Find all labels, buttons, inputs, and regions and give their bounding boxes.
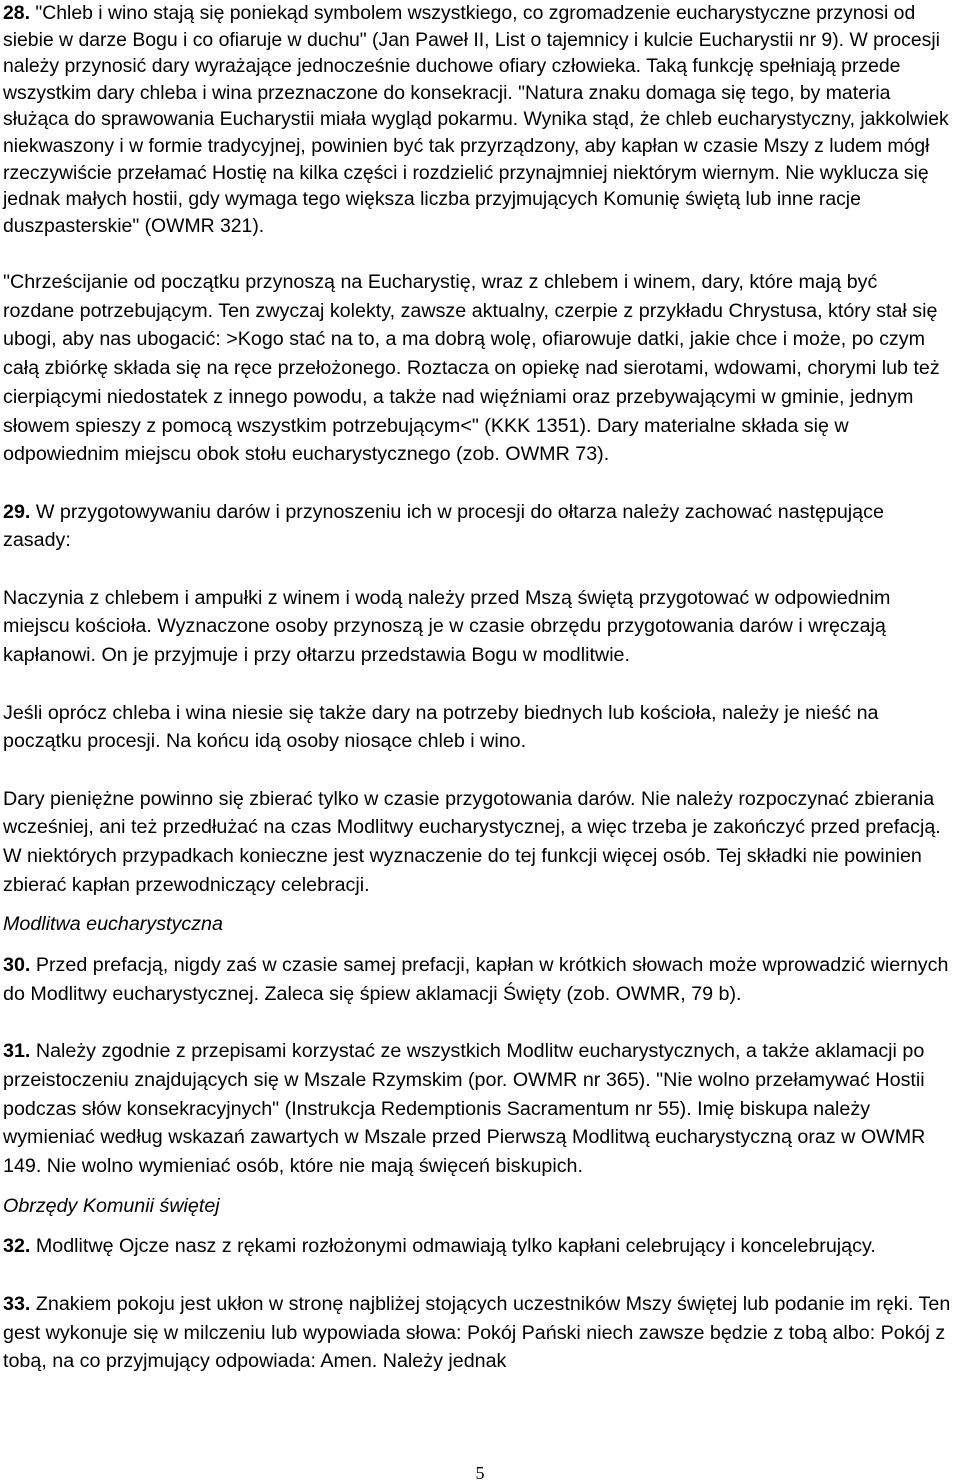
paragraph-number: 32. [3, 1235, 31, 1258]
paragraph-text: "Chleb i wino stają się poniekąd symbolem wszystkiego, co zgromadzenie eucharystyczne przynosi od siebie w darze Bogu i co ofiaruje w duchu" (Jan Paweł II, List o tajemnicy i kulcie Eucharystii nr 9). W procesji należy przynosić dary wyrażające jednocześnie duchowe ofiary człowieka. Taką funkcję spełniają przede wszystkim dary chleba i wina przeznaczone do konsekracji. "Natura znaku domaga się tego, by materia służąca do sprawowania Eucharystii miała wygląd pokarmu. Wynika stąd, że chleb eucharystyczny, jakkolwiek niekwaszony i w formie tradycyjnej, powinien być tak przyrządzony, aby kapłan w czasie Mszy z ludem mógł rzeczywiście przełamać Hostię na kilka części i rozdzielić przynajmniej niektórym wiernym. Nie wyklucza się jednak małych hostii, gdy wymaga tego większa liczba przyjmujących Komunię świętą lub inne racje duszpasterskie" (OWMR 321). [3, 2, 949, 237]
paragraph-33 [3, 1290, 953, 1376]
paragraph-29-gifts-order [3, 699, 953, 756]
paragraph-number: 29. [3, 500, 31, 523]
page-number: 5 [475, 1463, 485, 1483]
paragraph-number: 30. [3, 954, 31, 977]
paragraph-text: Jeśli oprócz chleba i wina niesie się także dary na potrzeby biednych lub kościoła, należy je nieść na początku procesji. Na końcu idą osoby niosące chleb i wino. [3, 701, 879, 753]
paragraph-number: 31. [3, 1040, 31, 1063]
paragraph-number: 28. [3, 2, 30, 24]
paragraph-32 [3, 1232, 953, 1261]
paragraph-text: Dary pieniężne powinno się zbierać tylko w czasie przygotowania darów. Nie należy rozpoczynać zbierania wcześniej, ani też przedłużać na czas Modlitwy eucharystycznej, a więc trzeba je zakończyć przed prefacją. W niektórych przypadkach konieczne jest wyznaczenie do tej funkcji więcej osób. Tej składki nie powinien zbierać kapłan przewodniczący celebracji. [3, 787, 941, 896]
paragraph-text: "Chrześcijanie od początku przynoszą na Eucharystię, wraz z chlebem i winem, dary, które mają być rozdane potrzebującym. Ten zwyczaj kolekty, zawsze aktualny, czerpie z przykładu Chrystusa, który stał się ubogi, aby nas ubogacić: >Kogo stać na to, a ma dobrą wolę, ofiarowuje datki, jakie chce i może, po czym całą zbiórkę składa się na ręce przełożonego. Roztacza on opiekę nad sierotami, wdowami, chorymi lub też cierpiącymi niedostatek z innego powodu, a także nad więźniami oraz przebywającymi w gminie, jednym słowem spieszy z pomocą wszystkim potrzebującym<" (KKK 1351). Dary materialne składa się w odpowiednim miejscu obok stołu eucharystycznego (zob. OWMR 73). [3, 271, 940, 466]
paragraph-text: Należy zgodnie z przepisami korzystać ze wszystkich Modlitw eucharystycznych, a także aklamacji po przeistoczeniu znajdujących się w Mszale Rzymskim (por. OWMR nr 365). "Nie wolno przełamywać Hostii podczas słów konsekracyjnych" (Instrukcja Redemptionis Sacramentum nr 55). Imię biskupa należy wymieniać według wskazań zawartych w Mszale przed Pierwszą Modlitwą eucharystyczną oraz w OWMR 149. Nie wolno wymieniać osób, które nie mają święceń biskupich. [3, 1040, 926, 1178]
section-heading-communion-rites: Obrzędy Komunii świętej [3, 1194, 220, 1217]
paragraph-29 [3, 498, 953, 555]
paragraph-text: Przed prefacją, nigdy zaś w czasie samej prefacji, kapłan w krótkich słowach może wprowadzić wiernych do Modlitwy eucharystycznej. Zaleca się śpiew aklamacji Święty (zob. OWMR, 79 b). [3, 954, 949, 1005]
paragraph-text: Modlitwę Ojcze nasz z rękami rozłożonymi odmawiają tylko kapłani celebrujący i koncelebrujący. [30, 1235, 876, 1258]
paragraph-text: Znakiem pokoju jest ukłon w stronę najbliżej stojących uczestników Mszy świętej lub podanie im ręki. Ten gest wykonuje się w milczeniu lub wypowiada słowa: Pokój Pański niech zawsze będzie z tobą albo: Pokój z tobą, na co przyjmujący odpowiada: Amen. Należy jednak [3, 1292, 951, 1373]
paragraph-29-money [3, 785, 953, 900]
paragraph-text: W przygotowywaniu darów i przynoszeniu ich w procesji do ołtarza należy zachować następujące zasady: [3, 500, 884, 552]
section-heading-eucharistic-prayer: Modlitwa eucharystyczna [3, 913, 223, 936]
paragraph-30 [3, 951, 953, 1008]
paragraph-collection [3, 268, 953, 469]
paragraph-31 [3, 1037, 953, 1181]
paragraph-number: 33. [3, 1292, 31, 1315]
paragraph-29-vessels [3, 584, 953, 670]
paragraph-28 [3, 0, 953, 239]
paragraph-text: Naczynia z chlebem i ampułki z winem i wodą należy przed Mszą świętą przygotować w odpowiednim miejscu kościoła. Wyznaczone osoby przynoszą je w czasie obrzędu przygotowania darów i wręczają kapłanowi. On je przyjmuje i przy ołtarzu przedstawia Bogu w modlitwie. [3, 586, 891, 667]
document-page [3, 0, 953, 1376]
